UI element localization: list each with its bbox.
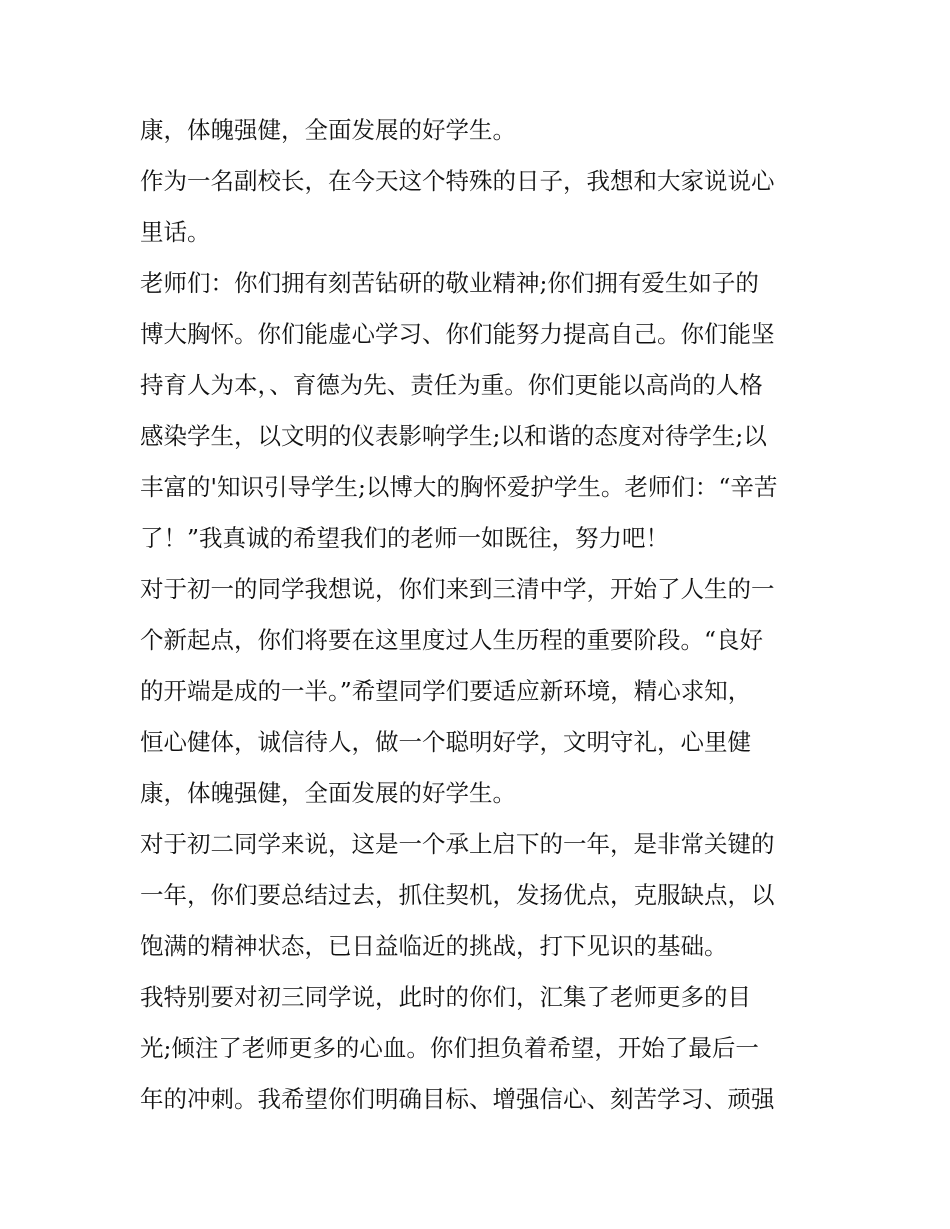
- text-line: 康，体魄强健，全面发展的好学生。: [140, 116, 516, 144]
- speech-text: [140, 105, 820, 1125]
- text-line: 我特别要对初三同学说，此时的你们，汇集了老师更多的目: [140, 983, 751, 1011]
- text-line: 恒心健体，诚信待人，做一个聪明好学，文明守礼，心里健: [140, 728, 751, 756]
- text-line: 了！”我真诚的希望我们的老师一如既往，努力吧！: [140, 524, 670, 552]
- text-line: 里话。: [140, 218, 211, 246]
- text-line: 老师们：你们拥有刻苦钻研的敬业精神;你们拥有爱生如子的: [140, 269, 759, 297]
- text-line: 一年，你们要总结过去，抓住契机，发扬优点，克服缺点，以: [140, 881, 775, 909]
- text-line: 对于初二同学来说，这是一个承上启下的一年，是非常关键的: [140, 830, 775, 858]
- text-line: 个新起点，你们将要在这里度过人生历程的重要阶段。“良好: [140, 626, 764, 654]
- text-line: 丰富的'知识引导学生;以博大的胸怀爱护学生。老师们：“辛苦: [140, 473, 778, 501]
- text-line: 光;倾注了老师更多的心血。你们担负着希望，开始了最后一: [140, 1034, 759, 1062]
- text-line: 对于初一的同学我想说，你们来到三清中学，开始了人生的一: [140, 575, 775, 603]
- text-line: 持育人为本，、育德为先、责任为重。你们更能以高尚的人格: [140, 371, 763, 399]
- text-line: 康，体魄强健，全面发展的好学生。: [140, 779, 516, 807]
- text-line: 年的冲刺。我希望你们明确目标、增强信心、刻苦学习、顽强: [140, 1085, 775, 1113]
- text-line: 作为一名副校长，在今天这个特殊的日子，我想和大家说说心: [140, 167, 775, 195]
- text-line: 博大胸怀。你们能虚心学习、你们能努力提高自己。你们能坚: [140, 320, 775, 348]
- text-line: 的开端是成的一半。”希望同学们要适应新环境，精心求知，: [140, 677, 752, 705]
- text-line: 感染学生，以文明的仪表影响学生;以和谐的态度对待学生;以: [140, 422, 767, 450]
- text-line: 饱满的精神状态，已日益临近的挑战，打下见识的基础。: [140, 932, 728, 960]
